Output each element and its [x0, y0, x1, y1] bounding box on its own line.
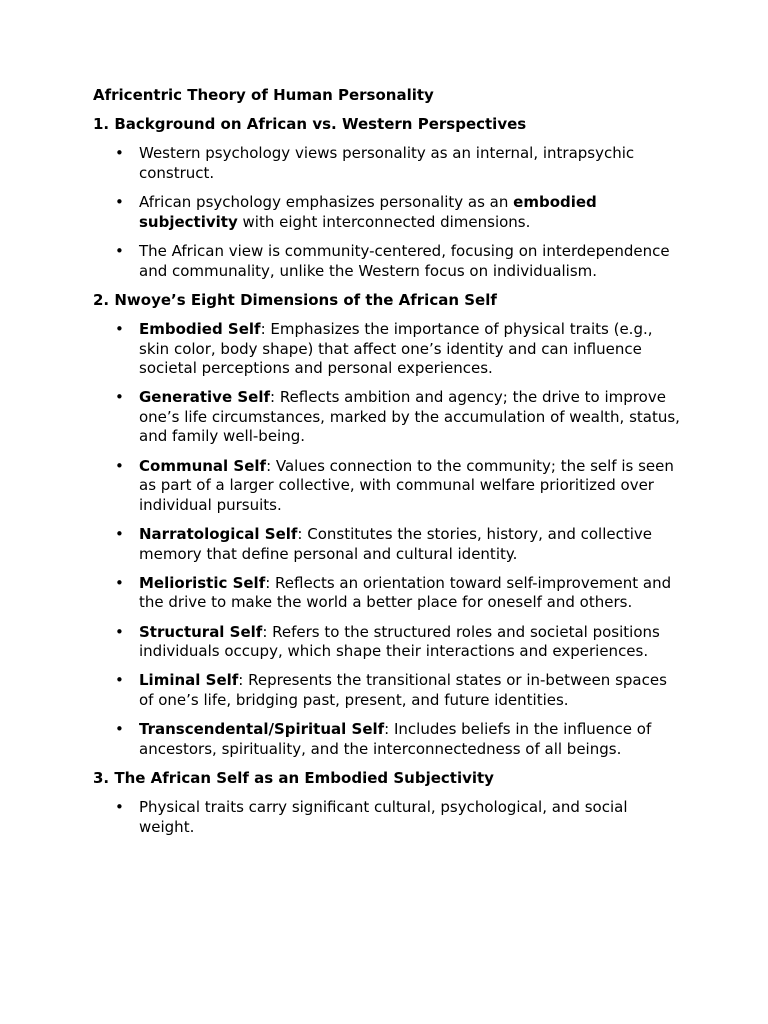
bullet-icon: •: [115, 193, 124, 212]
list-item-text-prefix: African psychology emphasizes personality as an: [139, 193, 514, 212]
bullet-icon: •: [115, 720, 124, 739]
dimension-term: Communal Self: [139, 456, 267, 475]
list-item-text: Physical traits carry significant cultural, psychological, and social weight.: [139, 798, 628, 836]
list-item: [93, 242, 683, 281]
bullet-icon: •: [115, 622, 124, 641]
dimension-term: Generative Self: [139, 388, 270, 407]
dimension-term: Embodied Self: [139, 319, 261, 338]
bullet-icon: •: [115, 388, 124, 407]
bullet-icon: •: [115, 319, 124, 338]
dimension-term: Melioristic Self: [139, 573, 266, 592]
bullet-icon: •: [115, 525, 124, 544]
dimension-description: : Emphasizes the importance of physical traits (e.g., skin color, body shape) that affect one’s identity and can influence societal perceptions and personal experiences.: [139, 319, 653, 378]
bullet-icon: •: [115, 241, 124, 260]
list-item: [93, 798, 683, 837]
bullet-icon: •: [115, 671, 124, 690]
section-heading-background: 1. Background on African vs. Western Perspectives: [93, 115, 527, 134]
dimension-description: : Reflects an orientation toward self-improvement and the drive to make the world a better place for oneself and others.: [139, 573, 672, 612]
list-item: [93, 320, 683, 379]
dimension-description: : Includes beliefs in the influence of ancestors, spirituality, and the interconnectedness of all beings.: [139, 720, 652, 758]
section-heading-embodied-subjectivity: 3. The African Self as an Embodied Subjectivity: [93, 768, 494, 787]
section-heading-eight-dimensions: 2. Nwoye’s Eight Dimensions of the African Self: [93, 290, 497, 309]
dimension-term: Structural Self: [139, 622, 263, 641]
list-item: [93, 574, 683, 613]
list-item: [93, 144, 683, 183]
dimension-description: : Reflects ambition and agency; the drive to improve one’s life circumstances, marked by the accumulation of wealth, status, and family well-being.: [139, 388, 680, 446]
list-item: [93, 720, 683, 759]
list-item: [93, 193, 683, 232]
list-item: [93, 525, 683, 564]
dimension-description: : Constitutes the stories, history, and collective memory that define personal and cultural identity.: [139, 525, 653, 563]
list-item: [93, 671, 683, 710]
dimension-description: : Represents the transitional states or in-between spaces of one’s life, bridging past, present, and future identities.: [139, 671, 667, 709]
dimension-description: : Values connection to the community; the self is seen as part of a larger collective, with communal welfare prioritized over individual pursuits.: [139, 456, 674, 514]
dimension-description: : Refers to the structured roles and societal positions individuals occupy, which shape their interactions and experiences.: [139, 622, 660, 661]
list-item: [93, 388, 683, 447]
bullet-icon: •: [115, 456, 124, 475]
list-item-emphasis: embodied subjectivity: [139, 193, 597, 231]
document-title: Africentric Theory of Human Personality: [93, 86, 434, 104]
list-item-text: Western psychology views personality as an internal, intrapsychic construct.: [139, 144, 635, 182]
bullet-list-eight-dimensions: [93, 320, 683, 759]
bullet-icon: •: [115, 573, 124, 592]
list-item-text: The African view is community-centered, focusing on interdependence and communality, unlike the Western focus on individualism.: [139, 241, 670, 280]
bullet-list-embodied-subjectivity: [93, 798, 683, 837]
dimension-term: Transcendental/Spiritual Self: [139, 720, 385, 739]
dimension-term: Narratological Self: [139, 525, 298, 544]
list-item: [93, 623, 683, 662]
list-item: [93, 457, 683, 516]
bullet-icon: •: [115, 798, 124, 817]
bullet-icon: •: [115, 144, 124, 163]
document-page: [93, 86, 683, 847]
list-item-text-suffix: with eight interconnected dimensions.: [237, 212, 531, 231]
bullet-list-background: [93, 144, 683, 281]
dimension-term: Liminal Self: [139, 671, 239, 690]
